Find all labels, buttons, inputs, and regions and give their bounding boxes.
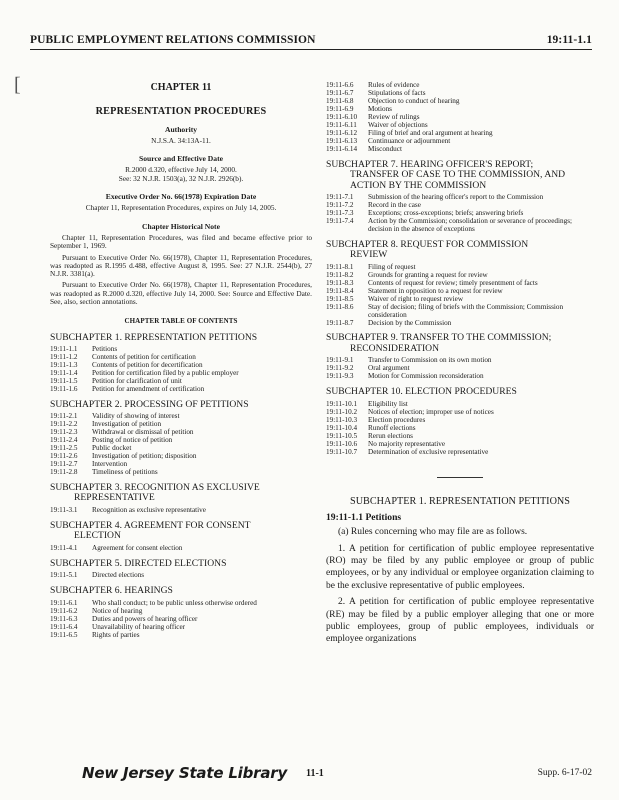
toc-entry: [326, 409, 594, 417]
body-subchapter-heading: SUBCHAPTER 1. REPRESENTATION PETITIONS: [350, 495, 570, 507]
toc-entry: [326, 138, 594, 146]
body-paragraph: 2. A petition for certification of public employee representative (RE) may be filed by a public employer alleging that one or more public employees, group of public employees, individuals or employee organizations: [326, 597, 594, 645]
toc-entry-title: Decision by the Commission: [368, 318, 452, 327]
toc-entry-title: Petition for amendment of certification: [92, 384, 205, 393]
toc-entry-title: Rules of evidence: [368, 81, 420, 89]
toc-entry-title: Objection to conduct of hearing: [368, 96, 460, 105]
toc-entry-title: No majority representative: [368, 439, 446, 448]
toc-entry-number: 19:11-6.5: [50, 630, 78, 639]
toc-entry-title: Contents of petition for certification: [92, 353, 196, 362]
toc-entry-number: 19:11-8.5: [326, 294, 354, 303]
authority-heading: Authority: [164, 124, 198, 134]
page-footer: [38, 764, 592, 786]
header-agency: PUBLIC EMPLOYMENT RELATIONS COMMISSION: [30, 34, 316, 46]
toc-entry-title: Filing of request: [368, 262, 416, 271]
toc-entry-number: 19:11-10.1: [326, 399, 358, 408]
toc-entry-number: 19:11-8.7: [326, 318, 354, 327]
header-section-number: 19:11-1.1: [546, 34, 592, 46]
toc-entry-number: 19:11-2.8: [50, 468, 78, 477]
toc-entry: [50, 507, 312, 515]
toc-entry: [50, 453, 312, 461]
subchapter-heading: [50, 559, 312, 570]
toc-entry-number: 19:11-1.6: [50, 384, 78, 393]
toc-entry-number: 19:11-9.3: [326, 372, 354, 381]
subchapter-title: SUBCHAPTER 7. HEARING OFFICER'S REPORT;: [326, 158, 534, 170]
toc-entry: [50, 461, 312, 469]
right-column: [326, 82, 594, 650]
subchapter-title: SUBCHAPTER 8. REQUEST FOR COMMISSION: [326, 238, 529, 250]
toc-entry-number: 19:11-10.6: [326, 439, 358, 448]
toc-entry-number: 19:11-6.1: [50, 598, 78, 607]
toc-entry-number: 19:11-8.3: [326, 278, 354, 287]
chapter-title: REPRESENTATION PROCEDURES: [95, 106, 267, 118]
toc-entry-number: 19:11-10.3: [326, 415, 358, 424]
toc-entry: [326, 194, 594, 202]
toc-entry-number: 19:11-10.5: [326, 431, 358, 440]
toc-entry-number: 19:11-1.2: [50, 353, 78, 362]
toc-entry-title: Posting of notice of petition: [92, 436, 173, 445]
subchapter-title-continued: TRANSFER OF CASE TO THE COMMISSION, AND: [350, 169, 566, 181]
toc-entry-number: 19:11-9.2: [326, 364, 354, 373]
toc-entry-number: 19:11-7.2: [326, 201, 354, 210]
subchapter-heading: [326, 240, 594, 261]
toc-entry-title: Directed elections: [92, 571, 145, 580]
toc-entry-number: 19:11-1.4: [50, 369, 78, 377]
toc-entry-title: Investigation of petition: [92, 420, 162, 429]
toc-entry-title: Exceptions; cross-exceptions; briefs; answering briefs: [368, 208, 524, 217]
toc-entry: [50, 545, 312, 553]
body-text: [326, 526, 594, 646]
toc-entry-title: Who shall conduct; to be public unless otherwise ordered: [92, 598, 257, 607]
toc-entry-title: Filing of brief and oral argument at hearing: [368, 128, 493, 137]
subchapter-heading: [326, 387, 594, 398]
subchapter-title: SUBCHAPTER 1. REPRESENTATION PETITIONS: [50, 331, 258, 343]
toc-entry-title: Investigation of petition; disposition: [92, 452, 197, 461]
subchapter-heading: [50, 521, 312, 542]
toc-entry-number: 19:11-2.2: [50, 420, 78, 429]
toc-entry-number: 19:11-10.7: [326, 447, 358, 456]
subchapter-title-continued: ACTION BY THE COMMISSION: [350, 179, 487, 191]
toc-entry-title: Record in the case: [368, 201, 421, 210]
history-paragraph: Chapter 11, Representation Procedures, was filed and became effective prior to September 1, 1969.: [50, 232, 312, 251]
source-line-2: See: 32 N.J.R. 1503(a), 32 N.J.R. 2926(b).: [118, 173, 244, 183]
toc-entry-number: 19:11-6.14: [326, 144, 358, 153]
toc-entry-number: 19:11-9.1: [326, 356, 354, 365]
toc-entry-number: 19:11-4.1: [50, 543, 78, 552]
subchapter-title-continued: REVIEW: [350, 249, 388, 261]
toc-entry-number: 19:11-1.5: [50, 376, 78, 385]
source-heading: Source and Effective Date: [138, 154, 223, 164]
toc-entry-title: Misconduct: [368, 144, 402, 153]
subchapter-title-continued: RECONSIDERATION: [350, 342, 440, 354]
toc-entry: [326, 433, 594, 441]
toc-entry-number: 19:11-3.1: [50, 505, 78, 514]
toc-entry: [50, 600, 312, 608]
toc-entry-number: 19:11-7.3: [326, 208, 354, 217]
toc-entry: [326, 425, 594, 433]
toc-entry-title: Motion for Commission reconsideration: [368, 372, 484, 381]
toc-entry: [326, 417, 594, 425]
toc-entry-number: 19:11-2.4: [50, 436, 78, 445]
body-section-title: 19:11-1.1 Petitions: [326, 511, 402, 523]
toc-entry-title: Public docket: [92, 444, 132, 453]
toc-entry-number: 19:11-1.3: [50, 361, 78, 370]
toc-entry-title: Withdrawal or dismissal of petition: [92, 428, 194, 437]
toc-entry: [326, 90, 594, 98]
toc-entry-title: Duties and powers of hearing officer: [92, 614, 198, 623]
left-column: [50, 82, 312, 640]
toc-entry: [326, 449, 594, 457]
toc-entry-title: Petitions: [92, 345, 118, 354]
toc-entry-number: 19:11-6.4: [50, 622, 78, 631]
subchapter-heading: [50, 483, 312, 504]
toc-entry: [326, 304, 594, 320]
toc-entry: [326, 106, 594, 114]
toc-entry-title: Stipulations of facts: [368, 88, 426, 97]
toc-entry-number: 19:11-1.1: [50, 345, 78, 354]
toc-entry: [50, 632, 312, 640]
toc-entry-number: 19:11-8.4: [326, 286, 354, 295]
toc-entry-title: Election procedures: [368, 415, 426, 424]
toc-entry-title: Action by the Commission; consolidation or severance of proceedings; decision in the absence of exceptions: [368, 216, 573, 233]
toc-entry-title: Submission of the hearing officer's report to the Commission: [368, 193, 544, 202]
toc-title: CHAPTER TABLE OF CONTENTS: [124, 317, 238, 326]
toc-entry-number: 19:11-2.5: [50, 444, 78, 453]
library-stamp: New Jersey State Library: [82, 764, 288, 782]
table-of-contents-left: [50, 333, 312, 640]
toc-entry-number: 19:11-8.6: [326, 302, 354, 311]
subchapter-title: SUBCHAPTER 4. AGREEMENT FOR CONSENT: [50, 519, 251, 531]
subchapter-title: SUBCHAPTER 5. DIRECTED ELECTIONS: [50, 557, 227, 569]
toc-entry-title: Runoff elections: [368, 423, 416, 432]
toc-entry-title: Statement in opposition to a request for review: [368, 286, 503, 295]
toc-entry-number: 19:11-6.12: [326, 128, 358, 137]
toc-entry-number: 19:11-6.3: [50, 614, 78, 623]
toc-entry-number: 19:11-6.7: [326, 88, 354, 97]
toc-entry-title: Continuance or adjournment: [368, 136, 451, 145]
subchapter-heading: [326, 333, 594, 354]
toc-entry-title: Motions: [368, 104, 392, 113]
toc-entry: [50, 429, 312, 437]
toc-entry-number: 19:11-7.1: [326, 193, 354, 202]
toc-entry-title: Waiver of right to request review: [368, 294, 464, 303]
subchapter-heading: [50, 400, 312, 411]
subchapter-title: SUBCHAPTER 2. PROCESSING OF PETITIONS: [50, 398, 249, 410]
toc-entry: [50, 413, 312, 421]
toc-entry-title: Contents of petition for decertification: [92, 361, 203, 370]
subchapter-title: SUBCHAPTER 10. ELECTION PROCEDURES: [326, 386, 517, 398]
exec-order-text: Chapter 11, Representation Procedures, expires on July 14, 2005.: [85, 203, 277, 213]
toc-entry-number: 19:11-7.4: [326, 216, 354, 225]
toc-entry-number: 19:11-5.1: [50, 571, 78, 580]
toc-entry-title: Notice of hearing: [92, 606, 143, 615]
toc-entry-number: 19:11-6.6: [326, 81, 354, 89]
page-number: 11-1: [306, 768, 324, 779]
toc-entry: [326, 130, 594, 138]
toc-entry-number: 19:11-2.6: [50, 452, 78, 461]
subchapter-title-continued: ELECTION: [74, 530, 121, 542]
subchapter-title: SUBCHAPTER 9. TRANSFER TO THE COMMISSION;: [326, 332, 552, 344]
toc-entry-title: Transfer to Commission on its own motion: [368, 356, 492, 365]
toc-entry-title: Intervention: [92, 460, 128, 469]
toc-entry-title: Oral argument: [368, 364, 410, 373]
toc-entry-title: Rights of parties: [92, 630, 140, 639]
toc-entry-title: Notices of election; improper use of notices: [368, 407, 494, 416]
toc-entry-title: Validity of showing of interest: [92, 412, 180, 421]
section-divider: [437, 477, 483, 478]
toc-entry: [50, 572, 312, 580]
toc-entry: [326, 218, 594, 234]
toc-entry: [50, 624, 312, 632]
toc-entry-number: 19:11-6.11: [326, 120, 357, 129]
toc-entry-title: Eligibility list: [368, 399, 408, 408]
toc-entry: [326, 82, 594, 90]
toc-entry-title: Rerun elections: [368, 431, 413, 440]
toc-entry-title: Agreement for consent election: [92, 543, 183, 552]
history-paragraph: Pursuant to Executive Order No. 66(1978), Chapter 11, Representation Procedures, was readopted as R.2000 d.320, effective July 14, 2000. See: Source and Effective Date. See, also, section annotations.: [50, 280, 312, 307]
toc-entry-title: Determination of exclusive representative: [368, 447, 489, 456]
toc-entry-number: 19:11-6.13: [326, 136, 358, 145]
toc-entry-number: 19:11-6.8: [326, 96, 354, 105]
subchapter-title: SUBCHAPTER 6. HEARINGS: [50, 585, 173, 597]
toc-entry-title: Stay of decision; filing of briefs with the Commission; Commission consideration: [368, 302, 564, 319]
subchapter-heading: [50, 333, 312, 344]
toc-entry-title: Unavailability of hearing officer: [92, 622, 186, 631]
toc-entry-number: 19:11-8.2: [326, 270, 354, 279]
toc-entry: [326, 320, 594, 328]
toc-entry-title: Petition for certification filed by a public employer: [92, 369, 239, 377]
table-of-contents-right: [326, 160, 594, 457]
toc-entry: [326, 114, 594, 122]
subchapter-heading: [326, 160, 594, 192]
toc-entry-number: 19:11-6.10: [326, 112, 358, 121]
toc-entry: [326, 98, 594, 106]
toc-entry-number: 19:11-2.3: [50, 428, 78, 437]
toc-entry-title: Recognition as exclusive representative: [92, 505, 206, 514]
toc-entry: [50, 469, 312, 477]
subchapter-heading: [50, 586, 312, 597]
history-paragraph: Pursuant to Executive Order No. 66(1978), Chapter 11, Representation Procedures, was readopted as R.1995 d.488, effective August 8, 1995. See: 27 N.J.R. 2544(b), 27 N.J.R. 3381(a).: [50, 252, 312, 279]
subchapter-title-continued: REPRESENTATIVE: [74, 492, 155, 504]
running-header: [30, 34, 592, 50]
toc-entry-number: 19:11-6.2: [50, 606, 78, 615]
toc-entry-number: 19:11-2.1: [50, 412, 78, 421]
authority-text: N.J.S.A. 34:13A-11.: [151, 135, 211, 145]
toc-entry-number: 19:11-8.1: [326, 262, 354, 271]
corner-bracket-mark: [: [14, 74, 21, 96]
toc-entry-title: Petition for clarification of unit: [92, 376, 182, 385]
body-paragraph: (a) Rules concerning who may file are as follows.: [338, 527, 528, 538]
toc-entry-number: 19:11-2.7: [50, 460, 78, 469]
toc-entry-title: Review of rulings: [368, 112, 420, 121]
toc-entry: [326, 146, 594, 154]
toc-entry: [50, 386, 312, 394]
toc-entry-number: 19:11-10.2: [326, 407, 358, 416]
toc-entry-title: Contents of request for review; timely presentment of facts: [368, 278, 538, 287]
history-heading: Chapter Historical Note: [142, 221, 220, 231]
source-line-1: R.2000 d.320, effective July 14, 2000.: [125, 165, 237, 175]
toc-entry-number: 19:11-6.9: [326, 104, 354, 113]
toc-entry: [326, 373, 594, 381]
exec-order-heading: Executive Order No. 66(1978) Expiration Date: [105, 192, 257, 202]
toc-entry-number: 19:11-10.4: [326, 423, 358, 432]
body-paragraph: 1. A petition for certification of public employee representative (RO) may be filed by any public employee or group of public employees, or by any individual or employee organization claiming to be the exclusive representative of public employees.: [326, 543, 594, 591]
toc-entry-title: Timeliness of petitions: [92, 468, 158, 477]
toc-entry-title: Grounds for granting a request for review: [368, 270, 488, 279]
chapter-number: CHAPTER 11: [150, 82, 212, 93]
toc-entry: [50, 437, 312, 445]
toc-entry: [326, 357, 594, 365]
subchapter-title: SUBCHAPTER 3. RECOGNITION AS EXCLUSIVE: [50, 481, 260, 493]
toc-continuation: [326, 82, 594, 154]
supplement-date: Supp. 6-17-02: [537, 768, 592, 778]
history-notes: [50, 234, 312, 306]
toc-entry-title: Waiver of objections: [368, 120, 428, 129]
